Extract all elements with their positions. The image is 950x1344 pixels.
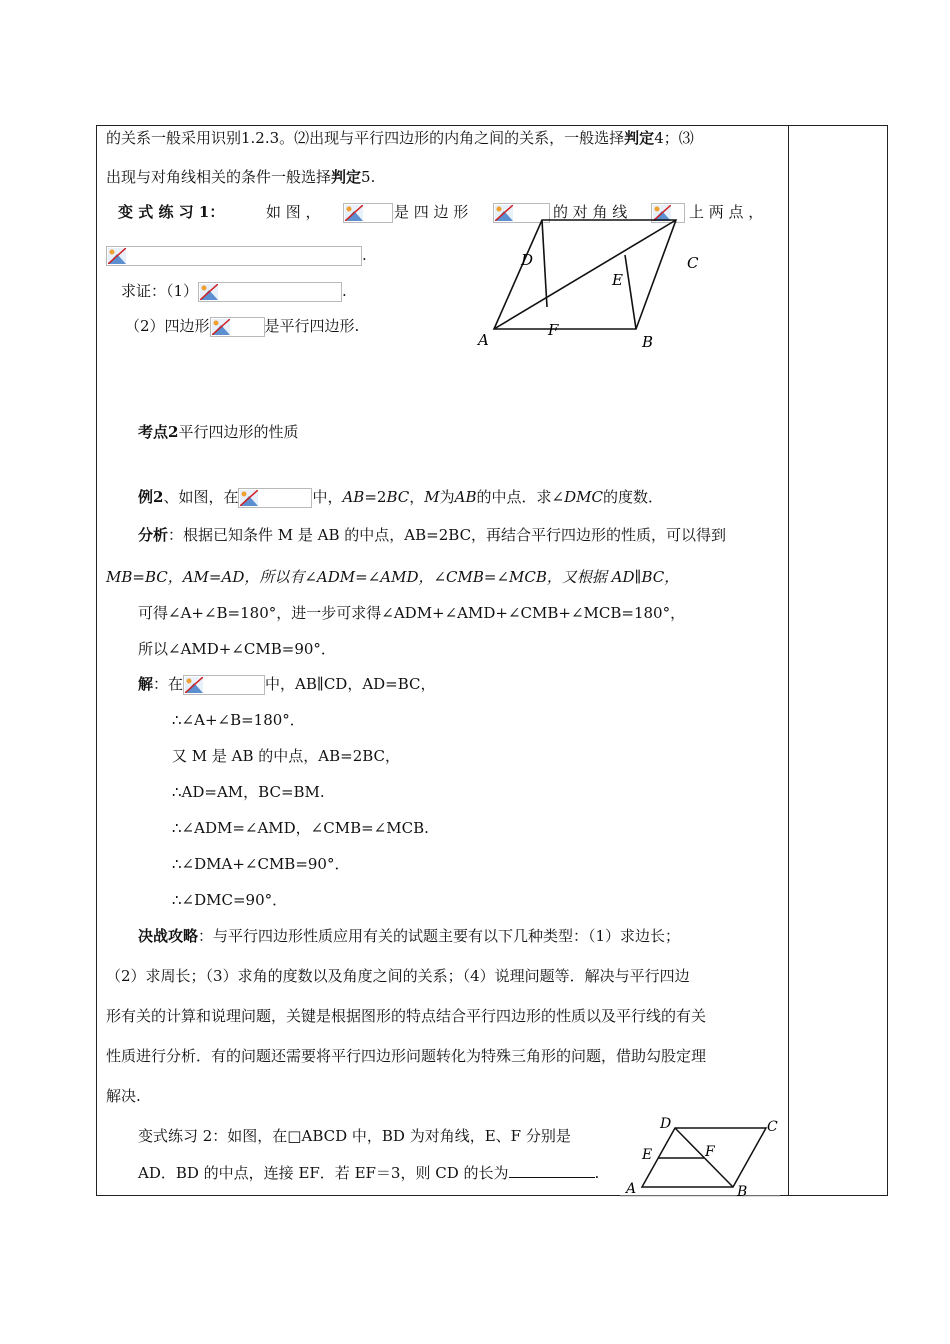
strategy-line-3: 形有关的计算和说理问题，关键是根据图形的特点结合平行四边形的性质以及平行线的有关: [106, 1007, 707, 1025]
exercise1-text: [394, 202, 468, 222]
strategy-line-5: 解决.: [106, 1087, 141, 1105]
label-f: F: [705, 1144, 715, 1160]
intro-line-2: [106, 167, 375, 187]
example-text: AB: [454, 488, 477, 506]
strategy-line-2: （2）求周长；（3）求角的度数以及角度之间的关系；（4）说理问题等．解决与平行四边: [106, 967, 690, 985]
strategy-line-1: [138, 926, 680, 946]
broken-image-icon: [210, 317, 265, 337]
segment-be: [625, 255, 636, 329]
answer-blank: [509, 1163, 595, 1178]
intro-text: 出现与对角线相关的条件一般选择: [106, 168, 332, 186]
example-text: BC: [386, 488, 410, 506]
solution-step-5: ∴∠DMA+∠CMB=90°．: [172, 855, 350, 873]
keypoint-2-title: [138, 422, 298, 442]
label-a: A: [626, 1181, 637, 1197]
analysis-line-2: MB=BC，AM=AD，所以有∠ADM=∠AMD，∠CMB=∠MCB，又根据 AD∥BC，: [106, 568, 680, 586]
exercise1-label: 变 式 练 习 1：: [118, 203, 225, 221]
label-e: E: [642, 1147, 653, 1163]
keypoint-label: 考点2: [138, 423, 179, 441]
example-text: ，: [409, 488, 425, 506]
example-label: 例2: [138, 488, 164, 506]
intro-text: 4；⑶: [654, 129, 694, 147]
exercise1-prove-2: [125, 316, 359, 337]
example-2-line: [138, 487, 663, 508]
exercise1-text: 是 四 边 形: [394, 203, 469, 221]
solution-line-1: [138, 674, 436, 695]
strategy-line-4: 性质进行分析．有的问题还需要将平行四边形问题转化为特殊三角形的问题，借助勾股定理: [106, 1047, 707, 1065]
keypoint-text: 平行四边形的性质: [178, 423, 299, 441]
label-f: F: [548, 321, 559, 339]
example-text: 的中点．求∠: [476, 488, 565, 506]
label-e: E: [612, 271, 623, 289]
exercise1-text: 的 对 角 线: [553, 203, 628, 221]
broken-image-icon: [343, 203, 393, 223]
table-column-divider: [788, 125, 789, 1196]
analysis-label: 分析: [138, 526, 169, 544]
exercise2-text: AD．BD 的中点，连接 EF．若 EF＝3，则 CD 的长为: [138, 1164, 509, 1182]
intro-bold: 判定: [331, 168, 362, 186]
formula-image: [343, 202, 393, 223]
strategy-label: 决战攻略: [138, 927, 199, 945]
prove-text: （2）四边形: [125, 317, 210, 335]
example-text: 中，: [312, 488, 343, 506]
label-d: D: [521, 251, 534, 269]
exercise2-line-2: [138, 1163, 599, 1183]
solution-label: 解: [138, 675, 154, 693]
intro-line-1: [106, 128, 694, 148]
exercise2-line-1: 变式练习 2：如图，在□ABCD 中，BD 为对角线，E、F 分别是: [138, 1127, 571, 1145]
intro-bold: 判定: [624, 129, 655, 147]
solution-step-4: ∴∠ADM=∠AMD，∠CMB=∠MCB.: [172, 819, 429, 837]
parallelogram-figure-1: [470, 212, 710, 362]
strategy-text: ：与平行四边形性质应用有关的试题主要有以下几种类型：（1）求边长；: [198, 927, 681, 945]
broken-image-icon: [183, 675, 265, 695]
exercise1-prove: [121, 281, 347, 302]
prove-end: .: [342, 282, 347, 300]
intro-text: 5.: [361, 168, 376, 186]
intro-text: 的关系一般采用识别1.2.3。⑵出现与平行四边形的内角之间的关系，一般选择: [106, 129, 625, 147]
label-b: B: [642, 333, 654, 351]
label-c: C: [687, 254, 699, 272]
segment-df: [542, 220, 547, 307]
broken-image-icon: [198, 282, 342, 302]
prove-label: 求证：（1）: [121, 282, 199, 300]
analysis-line-4: 所以∠AMD+∠CMB=90°．: [138, 640, 336, 658]
exercise1-line-2: [106, 245, 367, 266]
example-text: =2: [364, 488, 387, 506]
solution-text: 中，AB∥CD，AD=BC，: [265, 675, 436, 693]
parallelogram-figure-2: [620, 1112, 786, 1198]
exercise1-line-1: [118, 202, 224, 222]
solution-step-2: 又 M 是 AB 的中点，AB=2BC，: [172, 747, 401, 765]
example-text: 、如图，在: [163, 488, 239, 506]
exercise1-text: .: [362, 246, 367, 264]
broken-image-icon: [238, 488, 312, 508]
solution-text: ：在: [153, 675, 184, 693]
analysis-line-3: 可得∠A+∠B=180°，进一步可求得∠ADM+∠AMD+∠CMB+∠MCB=180°，: [138, 604, 686, 622]
example-text: 的度数．: [602, 488, 663, 506]
label-d: D: [660, 1116, 672, 1132]
exercise1-text: 上 两 点 ，: [689, 203, 764, 221]
example-text: DMC: [564, 488, 603, 506]
analysis-line-1: [138, 525, 726, 545]
example-text: M: [424, 488, 440, 506]
diagonal-ac: [494, 220, 676, 329]
broken-image-icon: [106, 246, 362, 266]
exercise1-text: 如 图 ，: [266, 203, 321, 221]
analysis-text: ：根据已知条件 M 是 AB 的中点，AB=2BC，再结合平行四边形的性质，可以得到: [168, 526, 727, 544]
solution-step-6: ∴∠DMC=90°．: [172, 891, 288, 909]
label-c: C: [767, 1119, 778, 1135]
solution-step-3: ∴AD=AM，BC=BM.: [172, 783, 325, 801]
prove-text: 是平行四边形.: [264, 317, 360, 335]
solution-step-1: ∴∠A+∠B=180°．: [172, 711, 305, 729]
example-text: 为: [439, 488, 455, 506]
example-text: AB: [342, 488, 365, 506]
exercise1-text: [266, 202, 321, 222]
exercise2-text: .: [594, 1164, 600, 1182]
label-b: B: [737, 1184, 748, 1198]
label-a: A: [478, 331, 489, 349]
